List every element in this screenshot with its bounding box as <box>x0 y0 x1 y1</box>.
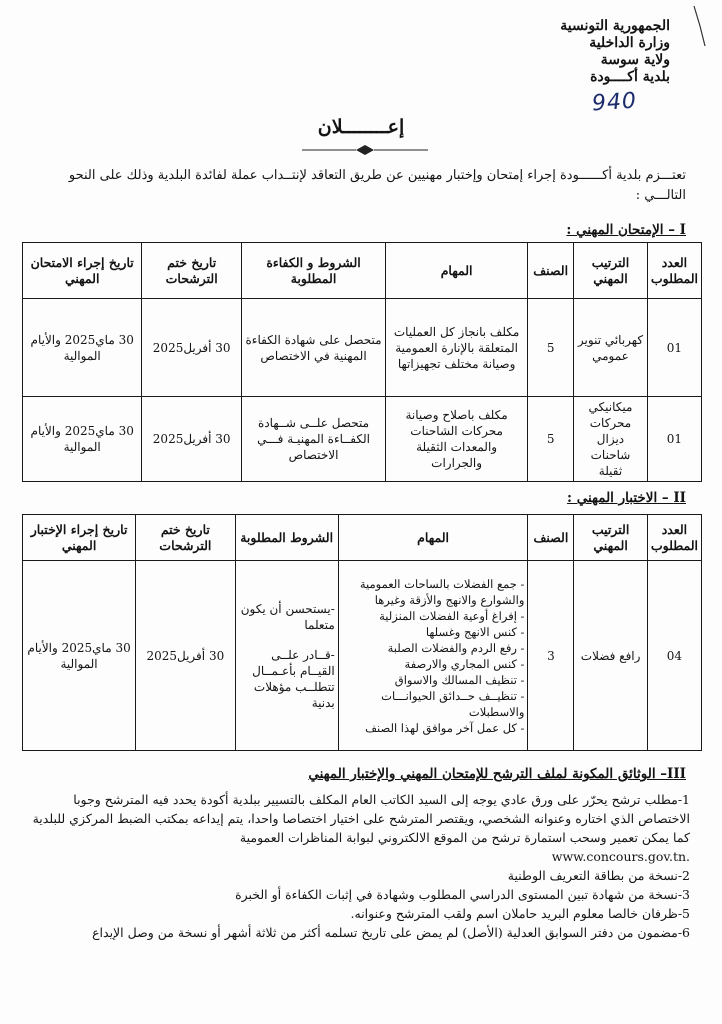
section-2-table <box>22 514 702 751</box>
letterhead <box>560 18 670 86</box>
document-item-5: 5-ظرفان خالصا معلوم البريد حاملان اسم ولقب المترشح وعنوانه. <box>350 906 690 921</box>
column-header: الصنف <box>528 515 574 561</box>
cell-conditions <box>235 561 338 751</box>
cell-category: 3 <box>528 561 574 751</box>
list-item: - رفع الردم والفضلات الصلبة <box>387 640 525 655</box>
required-documents <box>30 790 690 942</box>
cell-exam-date: 30 ماي2025 والأيام الموالية <box>23 299 142 397</box>
list-item: - كنس المجاري والارصفة <box>404 656 525 671</box>
pen-stroke-mark <box>690 4 710 48</box>
cell-count: 01 <box>647 397 701 482</box>
section-1-table <box>22 242 702 482</box>
column-header: الشروط المطلوبة <box>235 515 338 561</box>
list-item: والاسطبلات <box>468 704 525 719</box>
cell-rank: رافع فضلات <box>574 561 648 751</box>
cell-deadline: 30 أفريل2025 <box>136 561 235 751</box>
cell-tasks: مكلف بانجاز كل العمليات المتعلقة بالإنارة العمومية وصيانة مختلف تجهيزاتها <box>386 299 528 397</box>
condition-literacy: -يستحسن أن يكون متعلما <box>240 601 335 632</box>
section-1-heading: I – الإمتحان المهني : <box>566 222 686 238</box>
document-item-3: 3-نسخة من شهادة تبين المستوى الدراسي المطلوب وشهادة في إثبات الكفاءة أو الخبرة <box>235 887 690 902</box>
column-header: تاريخ ختم الترشحات <box>136 515 235 561</box>
letterhead-governorate: ولاية سوسة <box>600 52 670 68</box>
column-header: الشروط و الكفاءة المطلوبة <box>242 243 386 299</box>
table-row <box>23 561 702 751</box>
cell-rank: كهربائي تنوير عمومي <box>574 299 648 397</box>
column-header: العدد المطلوب <box>647 515 701 561</box>
column-header: المهام <box>386 243 528 299</box>
list-item: - جمع الفضلات بالساحات العمومية <box>359 576 525 591</box>
tasks-list <box>342 576 525 736</box>
column-header: تاريخ ختم الترشحات <box>142 243 242 299</box>
cell-exam-date: 30 ماي2025 والأيام الموالية <box>23 397 142 482</box>
column-header: العدد المطلوب <box>647 243 701 299</box>
condition-physical: -قــادر علــى القيــام بأعـمــال تتطلــب مؤهلات بدنية <box>252 647 335 710</box>
column-header: تاريخ إجراء الإختبار المهني <box>23 515 136 561</box>
cell-exam-date: 30 ماي2025 والأيام الموالية <box>23 561 136 751</box>
cell-deadline: 30 أفريل2025 <box>142 397 242 482</box>
cell-category: 5 <box>528 299 574 397</box>
cell-deadline: 30 أفريل2025 <box>142 299 242 397</box>
column-header: الصنف <box>528 243 574 299</box>
cell-conditions: متحصل على شهادة الكفاءة المهنية في الاختصاص <box>242 299 386 397</box>
table-header-row <box>23 243 702 299</box>
document-item-2: 2-نسخة من بطاقة التعريف الوطنية <box>507 868 690 883</box>
website-link[interactable]: www.concours.gov.tn. <box>551 849 690 864</box>
table-row <box>23 299 702 397</box>
letterhead-ministry: وزارة الداخلية <box>589 35 670 51</box>
list-item: والشوارع والانهج والأزقة وغيرها <box>374 592 525 607</box>
table-header-row <box>23 515 702 561</box>
cell-count: 01 <box>647 299 701 397</box>
column-header: تاريخ إجراء الامتحان المهني <box>23 243 142 299</box>
cell-category: 5 <box>528 397 574 482</box>
cell-count: 04 <box>647 561 701 751</box>
column-header: الترتيب المهني <box>574 515 648 561</box>
section-3-heading: III– الوثائق المكونة لملف الترشح للإمتحان المهني والإختبار المهني <box>308 766 686 782</box>
list-item: - إفراغ أوعية الفضلات المنزلية <box>379 608 525 623</box>
cell-tasks <box>338 561 528 751</box>
column-header: الترتيب المهني <box>574 243 648 299</box>
cell-rank: ميكانيكي محركات ديزال شاحنات ثقيلة <box>574 397 648 482</box>
cell-tasks: مكلف باصلاح وصيانة محركات الشاحنات والمعدات الثقيلة والجرارات <box>386 397 528 482</box>
column-header: المهام <box>338 515 528 561</box>
list-item: - كل عمل آخر موافق لهذا الصنف <box>365 720 525 735</box>
letterhead-municipality: بلدية أكــــودة <box>590 69 670 85</box>
intro-paragraph: تعتـــزم بلدية أكــــــودة إجراء إمتحان وإختبار مهنيين عن طريق التعاقد لإنتــداب عملة لفائدة البلدية وذلك على النحو التالـــي : <box>68 168 686 203</box>
document-item-6: 6-مضمون من دفتر السوابق العدلية (الأصل) لم يمض على تاريخ تسلمه أكثر من ثلاثة أشهر أو نسخة من وصل الإيداع <box>92 925 690 940</box>
section-2-heading: II – الاختبار المهني : <box>567 490 686 506</box>
table-row <box>23 397 702 482</box>
cell-conditions: متحصل علــى شــهادة الكفــاءة المهنيـة فـــي الاختصاص <box>242 397 386 482</box>
title-ornament-divider <box>300 144 430 156</box>
list-item: - تنظيــف حــدائق الحيوانـــات <box>381 688 525 703</box>
letterhead-country: الجمهورية التونسية <box>560 18 670 34</box>
document-item-1: 1-مطلب ترشح يحرّر على ورق عادي يوجه إلى السيد الكاتب العام المكلف بالتسيير ببلدية أكودة يحدد فيه المترشح وجوبا الاختصاص الذي اختاره وعنوانه الشخصي، ويقتصر المترشح على اختيار اختصاصا واحدا، يتم إيداعه بمكتب الضبط المركزي للبلدية كما يمكن تعمير وسحب استمارة ترشح من الموقع الالكتروني لبوابة المناظرات العمومية <box>32 792 690 845</box>
handwritten-reference-number: 940 <box>591 88 638 117</box>
list-item: - تنظيف المسالك والاسواق <box>394 672 525 687</box>
page-title: إعــــــــلان <box>317 116 405 138</box>
list-item: - كنس الانهج وغسلها <box>425 624 525 639</box>
